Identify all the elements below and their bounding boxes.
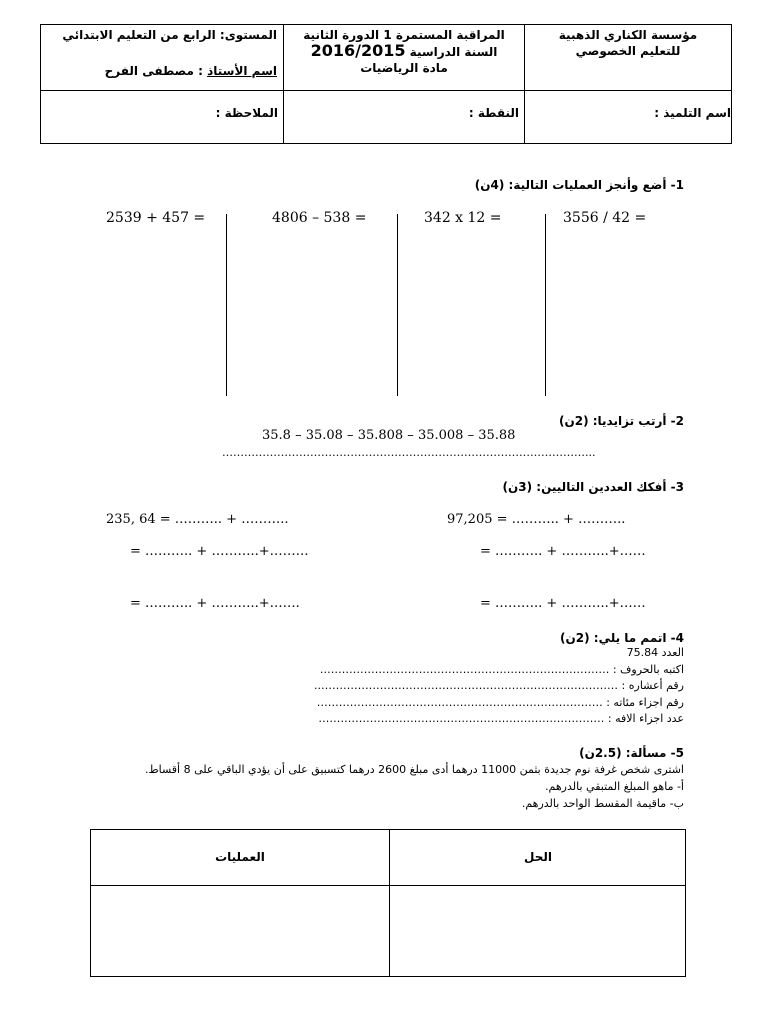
q5-part-b: ب- ماقيمة المقسط الواحد بالدرهم. — [521, 797, 684, 810]
school-name-cell — [525, 27, 731, 59]
grade-label: النقطة : — [468, 106, 519, 120]
q1-operation-subtraction: 4806 – 538 = — [272, 210, 367, 226]
exam-info-cell — [284, 27, 524, 76]
q5-statement: اشترى شخص غرفة نوم جديدة بثمن 11000 درهما أدى مبلغ 2600 درهما كتسبيق على أن يؤدي الباقي على 8 أقساط. — [144, 763, 684, 776]
teacher-label: اسم الأستاذ — [207, 64, 277, 78]
q3-right-line-3: = ……….. + ………..+…… — [480, 596, 646, 611]
solution-answer-area[interactable] — [390, 886, 686, 976]
school-year: 2016/2015 — [310, 41, 406, 60]
q3-left-line-1: 235, 64 = ……….. + ……….. — [106, 512, 289, 527]
school-year-line — [284, 43, 524, 60]
header-table — [40, 24, 732, 144]
q2-answer-line: ………………………………………………………………………………………... — [222, 446, 596, 459]
q1-operation-division: 3556 / 42 = — [563, 210, 647, 226]
teacher-line — [43, 63, 281, 79]
student-name-label: اسم التلميذ : — [654, 106, 731, 120]
level: المستوى: الرابع من التعليم الابتدائي — [62, 28, 277, 42]
header-divider — [41, 90, 731, 91]
remark-label: الملاحظة : — [215, 106, 278, 120]
operations-answer-area[interactable] — [91, 886, 389, 976]
q3-title: 3- أفكك العددين التاليين: (3ن) — [502, 480, 684, 494]
q4-line: رقم أعشاره : ……………………………………………………………………….. — [314, 679, 684, 692]
subject: مادة الرياضيات — [360, 61, 448, 75]
school-name-line-1: مؤسسة الكناري الذهبية — [558, 28, 698, 42]
q1-column-divider — [397, 214, 398, 396]
q4-title: 4- اتمم ما يلي: (2ن) — [560, 631, 684, 645]
q3-left-line-3: = ……….. + ………..+……. — [130, 596, 300, 611]
q1-column-divider — [545, 214, 546, 396]
exam-title: المراقبة المستمرة 1 الدورة الثانية — [303, 28, 505, 42]
q1-operation-addition: 2539 + 457 = — [106, 210, 206, 226]
col-solution-header: الحل — [524, 850, 552, 864]
q1-operation-multiplication: 342 x 12 = — [424, 210, 502, 226]
school-name-line-2: للتعليم الخصوصي — [575, 44, 681, 58]
q4-line: عدد اجزاء الافه : …………………………………………………………………… — [318, 712, 684, 725]
level-teacher-cell — [43, 27, 281, 79]
school-year-label: السنة الدراسية — [409, 45, 498, 59]
answer-table — [90, 829, 686, 977]
q4-line: اكتبه بالحروف : ……………………………………………………………………. — [319, 663, 684, 676]
q1-title: 1- أضع وأنجز العمليات التالية: (4ن) — [474, 178, 684, 192]
q5-title: 5- مسألة: (2.5ن) — [579, 746, 684, 760]
col-operations-header: العمليات — [215, 850, 265, 864]
q2-numbers: 35.8 – 35.08 – 35.808 – 35.008 – 35.88 — [262, 428, 516, 443]
q3-right-line-1: 97,205 = ……….. + ……….. — [447, 512, 626, 527]
q1-column-divider — [226, 214, 227, 396]
teacher-name: : مصطفى الفرح — [104, 64, 208, 78]
q3-right-line-2: = ……….. + ………..+…… — [480, 544, 646, 559]
q4-number-line: العدد 75.84 — [626, 646, 684, 659]
q4-line: رقم اجزاء مئاته : …………………………………………………………………… — [316, 696, 684, 709]
q3-left-line-2: = ……….. + ………..+……… — [130, 544, 309, 559]
q5-part-a: أ- ماهو المبلغ المتبقي بالدرهم. — [545, 780, 684, 793]
q2-title: 2- أرتب تزايديا: (2ن) — [558, 414, 684, 428]
